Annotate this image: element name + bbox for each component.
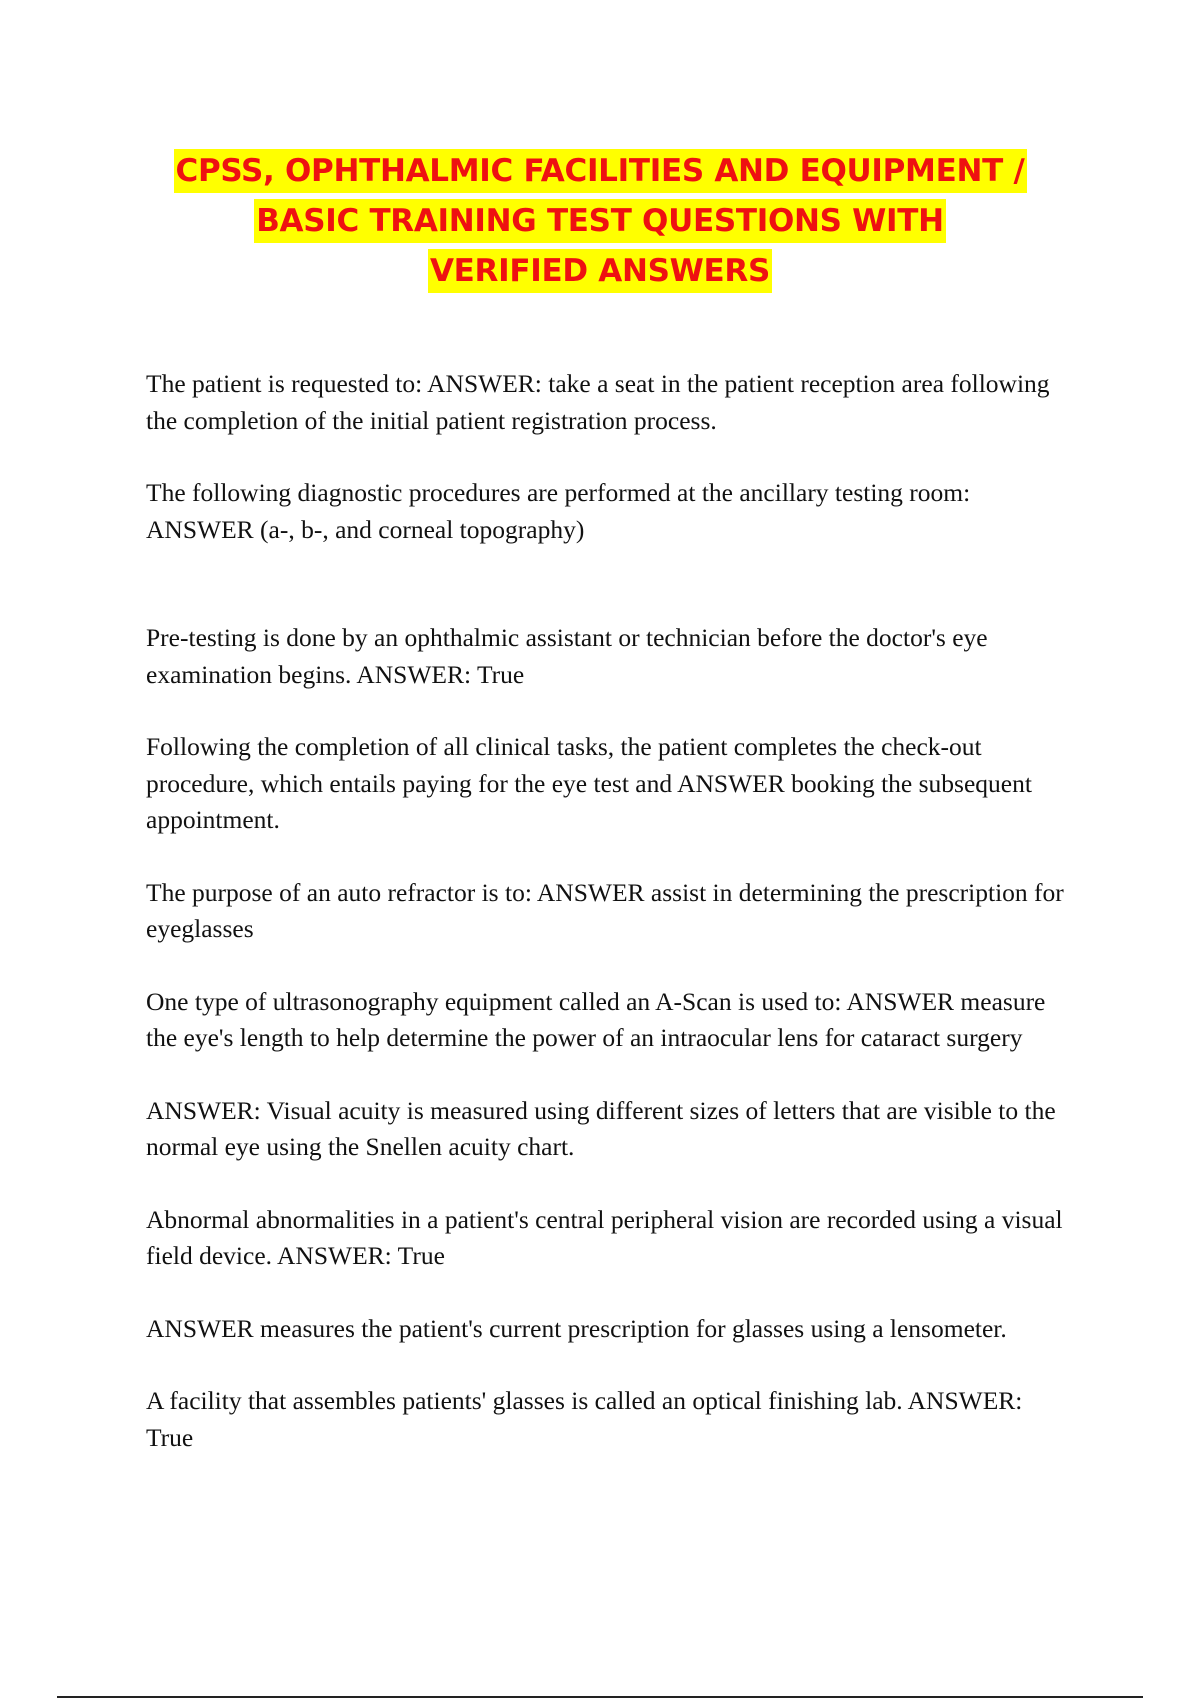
qa-item: ANSWER measures the patient's current prescription for glasses using a lensometer. [146, 1313, 1007, 1343]
qa-item: The patient is requested to: ANSWER: take a seat in the patient reception area following the completion of the initial patient registration process. [146, 369, 1050, 435]
qa-item: ANSWER: Visual acuity is measured using different sizes of letters that are visible to the normal eye using the Snellen acuity chart. [146, 1095, 1056, 1161]
document-title [100, 146, 1100, 296]
qa-item: Following the completion of all clinical tasks, the patient completes the check-out procedure, which entails paying for the eye test and ANSWER booking the subsequent appointment. [146, 732, 1032, 834]
question-answer-list [146, 366, 1066, 1492]
qa-item: Abnormal abnormalities in a patient's central peripheral vision are recorded using a visual field device. ANSWER: True [146, 1204, 1063, 1270]
qa-item: The purpose of an auto refractor is to: ANSWER assist in determining the prescription for eyeglasses [146, 877, 1064, 943]
qa-item: One type of ultrasonography equipment called an A-Scan is used to: ANSWER measure the eye's length to help determine the power of an intraocular lens for cataract surgery [146, 986, 1046, 1052]
page-bottom-divider [57, 1696, 1143, 1698]
qa-item: Pre-testing is done by an ophthalmic assistant or technician before the doctor's eye examination begins. ANSWER: True [146, 623, 988, 689]
title-line-1: CPSS, OPHTHALMIC FACILITIES AND EQUIPMENT / [100, 146, 1100, 196]
title-line-2: BASIC TRAINING TEST QUESTIONS WITH [100, 196, 1100, 246]
qa-item: The following diagnostic procedures are performed at the ancillary testing room: ANSWER (a-, b-, and corneal topography) [146, 478, 971, 544]
title-line-3: VERIFIED ANSWERS [100, 246, 1100, 296]
qa-item: A facility that assembles patients' glasses is called an optical finishing lab. ANSWER: True [146, 1386, 1023, 1452]
